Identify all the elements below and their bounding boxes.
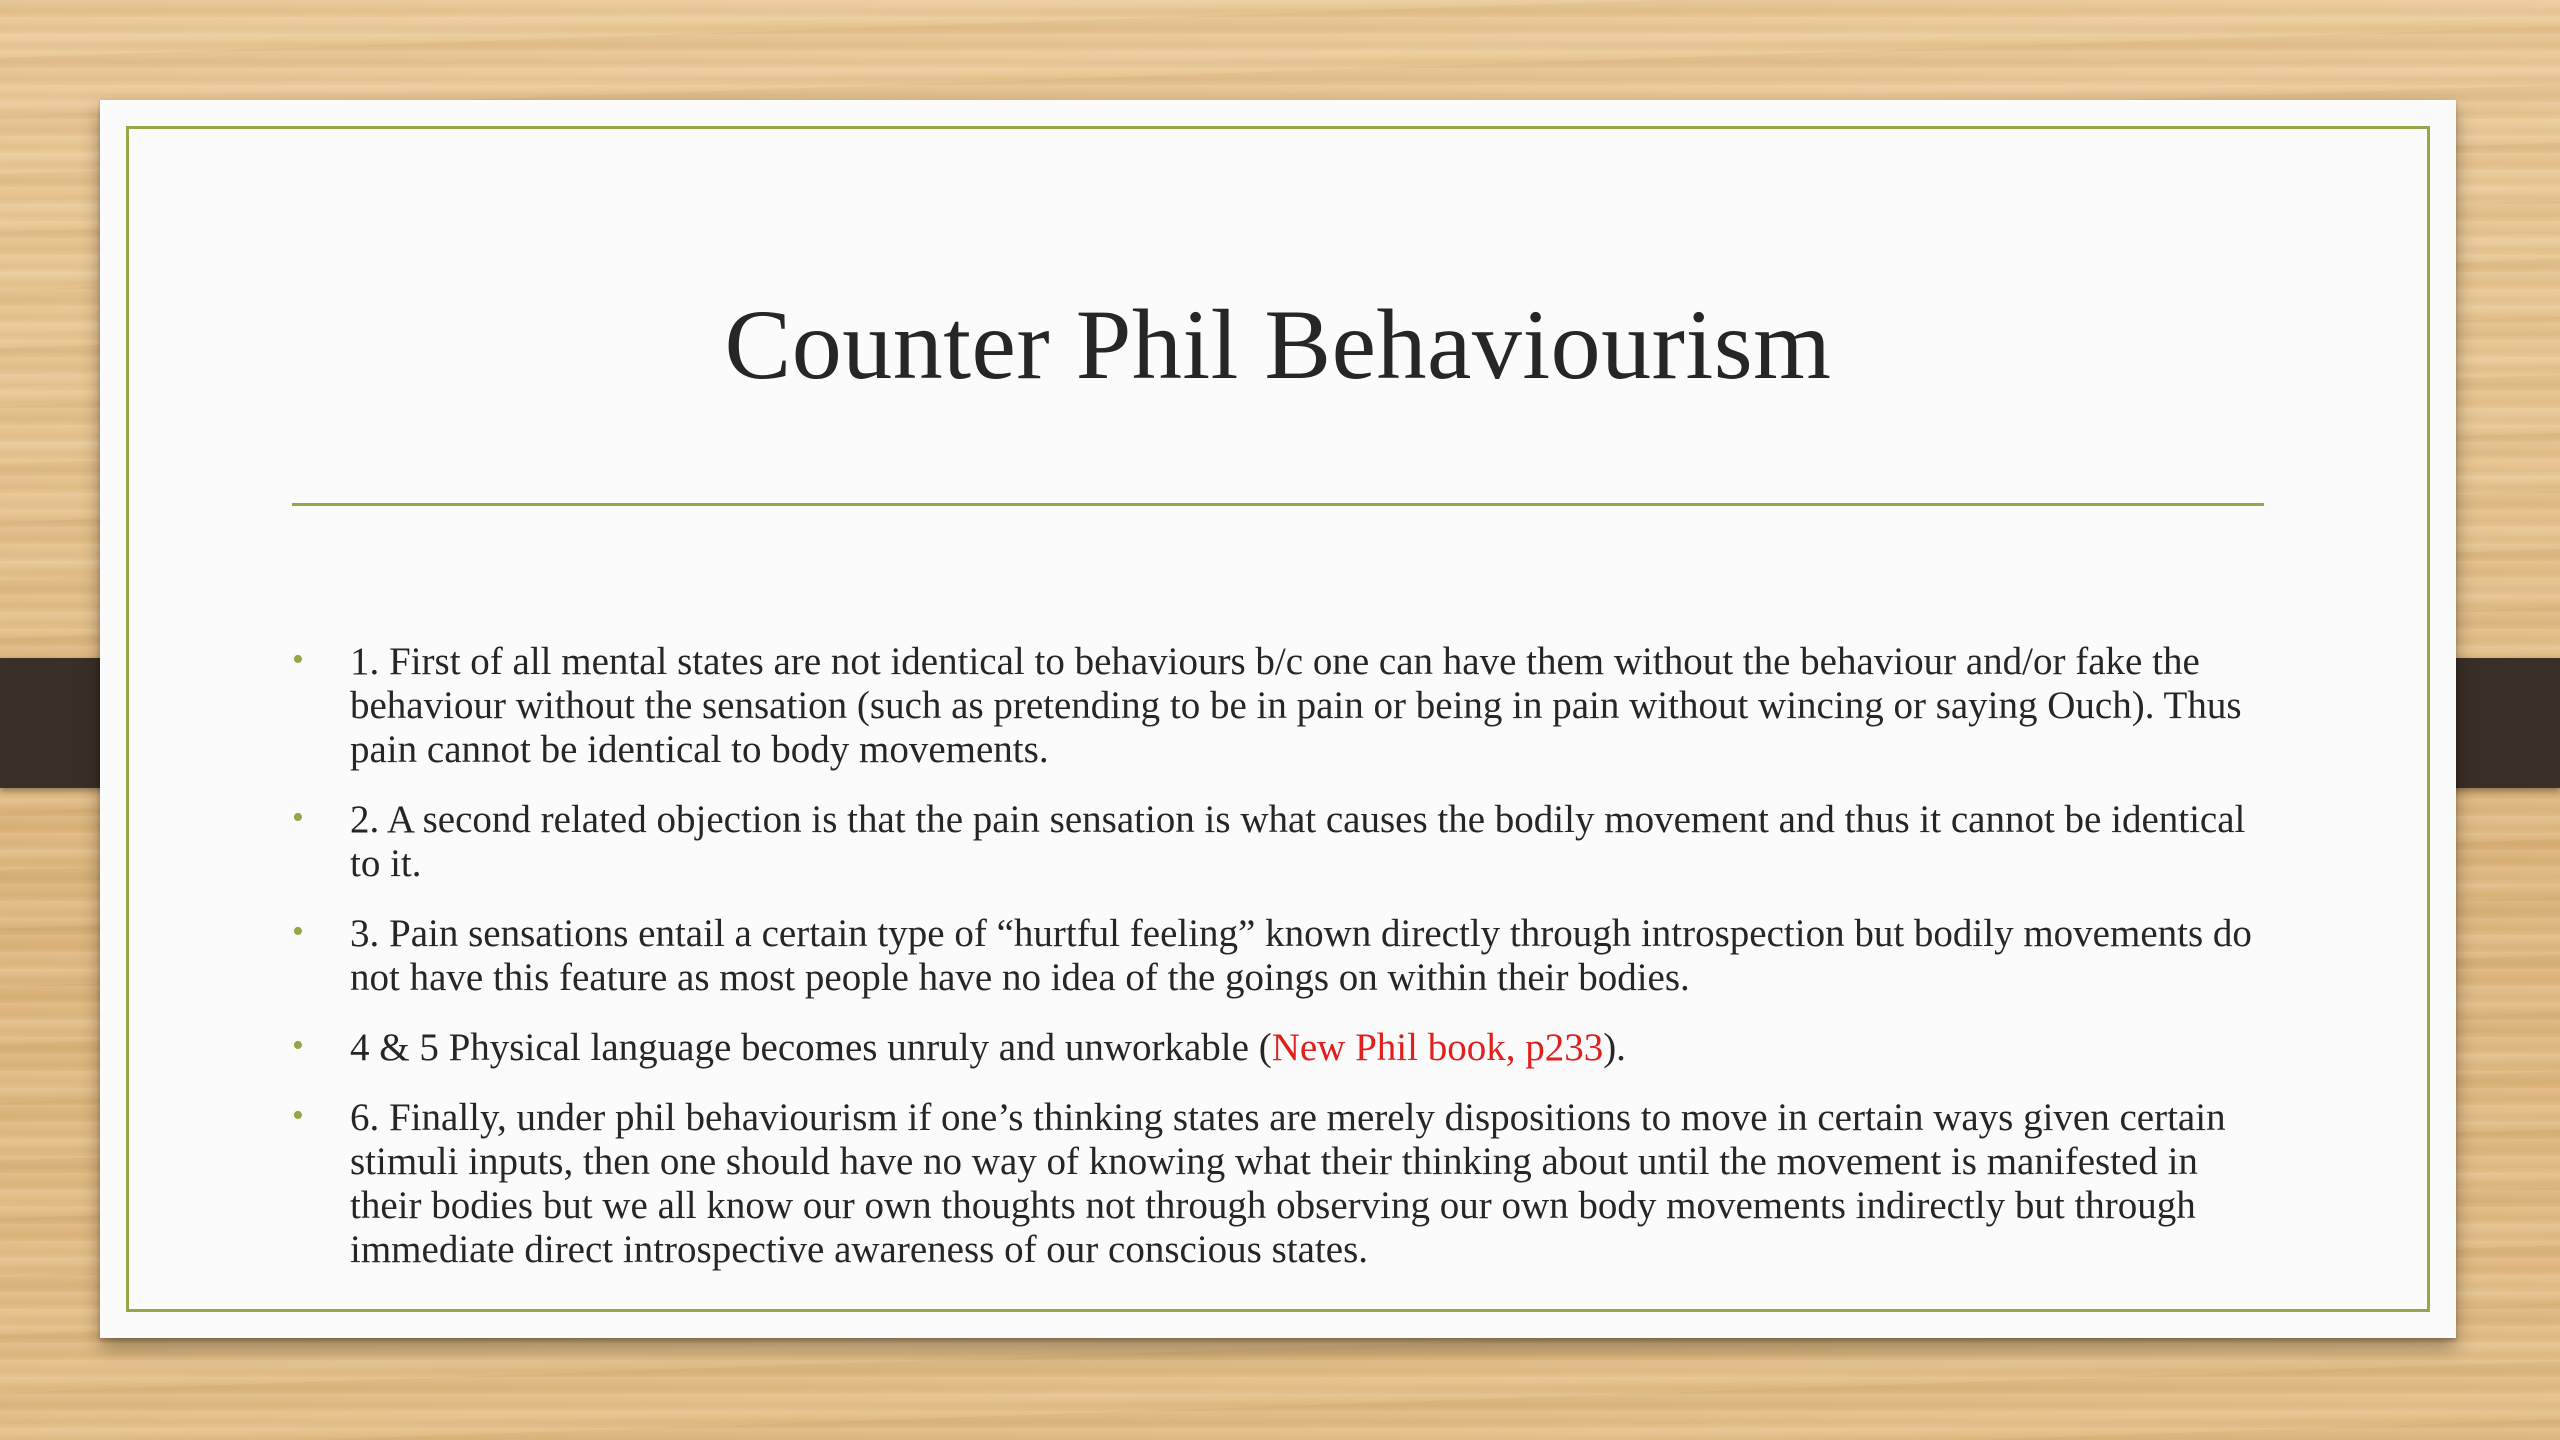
title-divider xyxy=(292,503,2264,506)
bullet-text-after: ). xyxy=(1603,1026,1626,1069)
bullet-dot-icon: • xyxy=(292,799,304,836)
bullet-dot-icon: • xyxy=(292,641,304,678)
bullet-item-1 xyxy=(292,640,2256,772)
slide-title: Counter Phil Behaviourism xyxy=(724,289,1832,400)
bullet-item-4 xyxy=(292,1026,2256,1070)
bullet-text: 3. Pain sensations entail a certain type of “hurtful feeling” known directly through introspection but bodily movements do not have this feature as most people have no idea of the goings on within their bodies. xyxy=(350,912,2252,999)
bullet-item-6 xyxy=(292,1096,2256,1272)
bullet-text: 2. A second related objection is that the pain sensation is what causes the bodily movement and thus it cannot be identical to it. xyxy=(350,798,2246,885)
bullet-dot-icon: • xyxy=(292,913,304,950)
book-reference-link[interactable]: New Phil book, p233 xyxy=(1271,1026,1604,1069)
bullet-text: 6. Finally, under phil behaviourism if one’s thinking states are merely dispositions to move in certain ways given certain stimuli inputs, then one should have no way of knowing what their thinking about until the movement is manifested in their bodies but we all know our own thoughts not through observing our own body movements indirectly but through immediate direct introspective awareness of our conscious states. xyxy=(350,1096,2226,1271)
bullet-text: 1. First of all mental states are not identical to behaviours b/c one can have them without the behaviour and/or fake the behaviour without the sensation (such as pretending to be in pain or being in pain without wincing or saying Ouch). Thus pain cannot be identical to body movements. xyxy=(350,640,2242,771)
bullet-list xyxy=(292,640,2256,1298)
bullet-text-before: 4 & 5 Physical language becomes unruly and unworkable ( xyxy=(350,1026,1272,1069)
bullet-dot-icon: • xyxy=(292,1027,304,1064)
bullet-item-3 xyxy=(292,912,2256,1000)
slide xyxy=(100,100,2456,1338)
bullet-dot-icon: • xyxy=(292,1097,304,1134)
bullet-item-2 xyxy=(292,798,2256,886)
